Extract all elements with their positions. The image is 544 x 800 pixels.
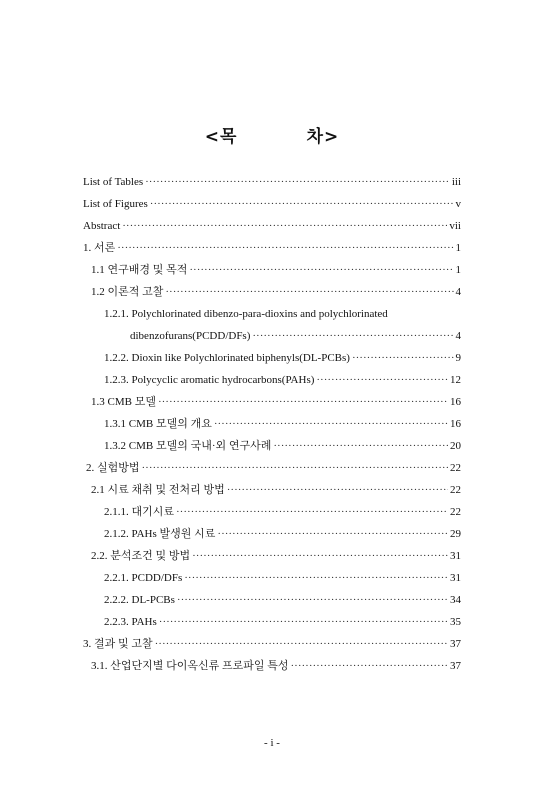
toc-entry-list-of-tables[interactable] — [83, 175, 461, 189]
toc-entry-page: 1 — [455, 264, 461, 276]
toc-entry-label: 2.1.1. 대기시료 — [104, 506, 175, 518]
toc-entry-page: 22 — [450, 484, 461, 496]
toc-entry-label: 2.1.2. PAHs 발생원 시료 — [104, 528, 216, 540]
toc-entry-1-3-2[interactable] — [104, 439, 461, 453]
toc-entry-2-1[interactable] — [91, 483, 461, 497]
toc-entry-1-2-2[interactable] — [104, 351, 461, 365]
dot-leader — [145, 175, 450, 189]
toc-entry-page: 20 — [450, 440, 461, 452]
toc-entry-page: 37 — [450, 660, 461, 672]
toc-entry-2-1-1[interactable] — [104, 505, 461, 519]
toc-entry-page: 9 — [455, 352, 461, 364]
toc-entry-label: 1.3.2 CMB 모델의 국내·외 연구사례 — [104, 440, 272, 452]
dot-leader — [158, 395, 448, 409]
toc-entry-page: iii — [451, 176, 461, 188]
toc-entry-page: 16 — [450, 396, 461, 408]
dot-leader — [189, 263, 453, 277]
dot-leader — [252, 329, 453, 343]
toc-entry-page: 35 — [450, 616, 461, 628]
toc-entry-page: 37 — [450, 638, 461, 650]
toc-entry-3[interactable] — [83, 637, 461, 651]
toc-entry-label: 1.2 이론적 고찰 — [91, 286, 164, 298]
toc-entry-2-1-2[interactable] — [104, 527, 461, 541]
dot-leader — [155, 637, 448, 651]
dot-leader — [227, 483, 448, 497]
toc-entry-page: 1 — [455, 242, 461, 254]
toc-entry-1-1[interactable] — [91, 263, 461, 277]
toc-entry-label: 2.1 시료 채취 및 전처리 방법 — [91, 484, 225, 496]
dot-leader — [177, 593, 448, 607]
toc-entry-2-2[interactable] — [91, 549, 461, 563]
dot-leader — [184, 571, 448, 585]
title-right: 차> — [306, 127, 340, 147]
toc-entry-page: 4 — [455, 330, 461, 342]
toc-entry-label: 1.1 연구배경 및 목적 — [91, 264, 188, 276]
toc-entry-label: 3.1. 산업단지별 다이옥신류 프로파일 특성 — [91, 660, 289, 672]
toc-entry-1-2-3[interactable] — [104, 373, 461, 387]
toc-entry-2-2-2[interactable] — [104, 593, 461, 607]
toc-entry-label: 2.2. 분석조건 및 방법 — [91, 550, 191, 562]
dot-leader — [117, 241, 453, 255]
toc-entry-label: 1. 서론 — [83, 242, 116, 254]
dot-leader — [142, 461, 448, 475]
dot-leader — [291, 659, 448, 673]
toc-entry-page: 34 — [450, 594, 461, 606]
toc-entry-1-3-1[interactable] — [104, 417, 461, 431]
toc-entry-page: 31 — [450, 572, 461, 584]
dot-leader — [273, 439, 448, 453]
toc-entry-abstract[interactable] — [83, 219, 461, 233]
toc-entry-label: 2. 실험방법 — [86, 462, 140, 474]
toc-entry-page: 29 — [450, 528, 461, 540]
toc-entry-label: Abstract — [83, 220, 121, 232]
toc-entry-page: 4 — [455, 286, 461, 298]
toc-entry-label: 2.2.1. PCDD/DFs — [104, 572, 183, 584]
toc-entry-2-2-1[interactable] — [104, 571, 461, 585]
title-left: <목 — [204, 127, 238, 147]
dot-leader — [122, 219, 447, 233]
toc-entry-label: 2.2.3. PAHs — [104, 616, 157, 628]
toc-entry-2-2-3[interactable] — [104, 615, 461, 629]
dot-leader — [150, 197, 454, 211]
toc-entry-label: List of Figures — [83, 198, 148, 210]
toc-entry-1[interactable] — [83, 241, 461, 255]
toc-entry-3-1[interactable] — [91, 659, 461, 673]
dot-leader — [159, 615, 448, 629]
dot-leader — [165, 285, 453, 299]
toc-entry-label: List of Tables — [83, 176, 144, 188]
toc-entry-label: 2.2.2. DL-PCBs — [104, 594, 175, 606]
toc-entry-page: 31 — [450, 550, 461, 562]
dot-leader — [217, 527, 448, 541]
dot-leader — [316, 373, 448, 387]
toc-entry-page: 16 — [450, 418, 461, 430]
toc-entry-page: 12 — [450, 374, 461, 386]
toc-entry-page: v — [455, 198, 461, 210]
toc-entry-list-of-figures[interactable] — [83, 197, 461, 211]
toc-entry-1-2[interactable] — [91, 285, 461, 299]
toc-entry-1-3[interactable] — [91, 395, 461, 409]
toc-entry-page: 22 — [450, 462, 461, 474]
toc-entry-label: 1.3 CMB 모델 — [91, 396, 156, 408]
toc-entry-1-2-1-line1[interactable]: 1.2.1. Polychlorinated dibenzo-para-dioxins and polychlorinated — [104, 308, 388, 320]
dot-leader — [176, 505, 448, 519]
toc-entry-2[interactable] — [86, 461, 461, 475]
toc-entry-label: 3. 결과 및 고찰 — [83, 638, 153, 650]
toc-entry-label: 1.3.1 CMB 모델의 개요 — [104, 418, 212, 430]
toc-entry-page: 22 — [450, 506, 461, 518]
dot-leader — [214, 417, 448, 431]
page-number-footer: - i - — [264, 737, 280, 749]
toc-entry-label: dibenzofurans(PCDD/DFs) — [130, 330, 251, 342]
dot-leader — [192, 549, 448, 563]
toc-entry-label: 1.2.3. Polycyclic aromatic hydrocarbons(PAHs) — [104, 374, 315, 386]
toc-entry-1-2-1-line2[interactable] — [130, 329, 461, 343]
toc-entry-label: 1.2.2. Dioxin like Polychlorinated biphenyls(DL-PCBs) — [104, 352, 350, 364]
dot-leader — [352, 351, 454, 365]
toc-entry-page: vii — [449, 220, 461, 232]
